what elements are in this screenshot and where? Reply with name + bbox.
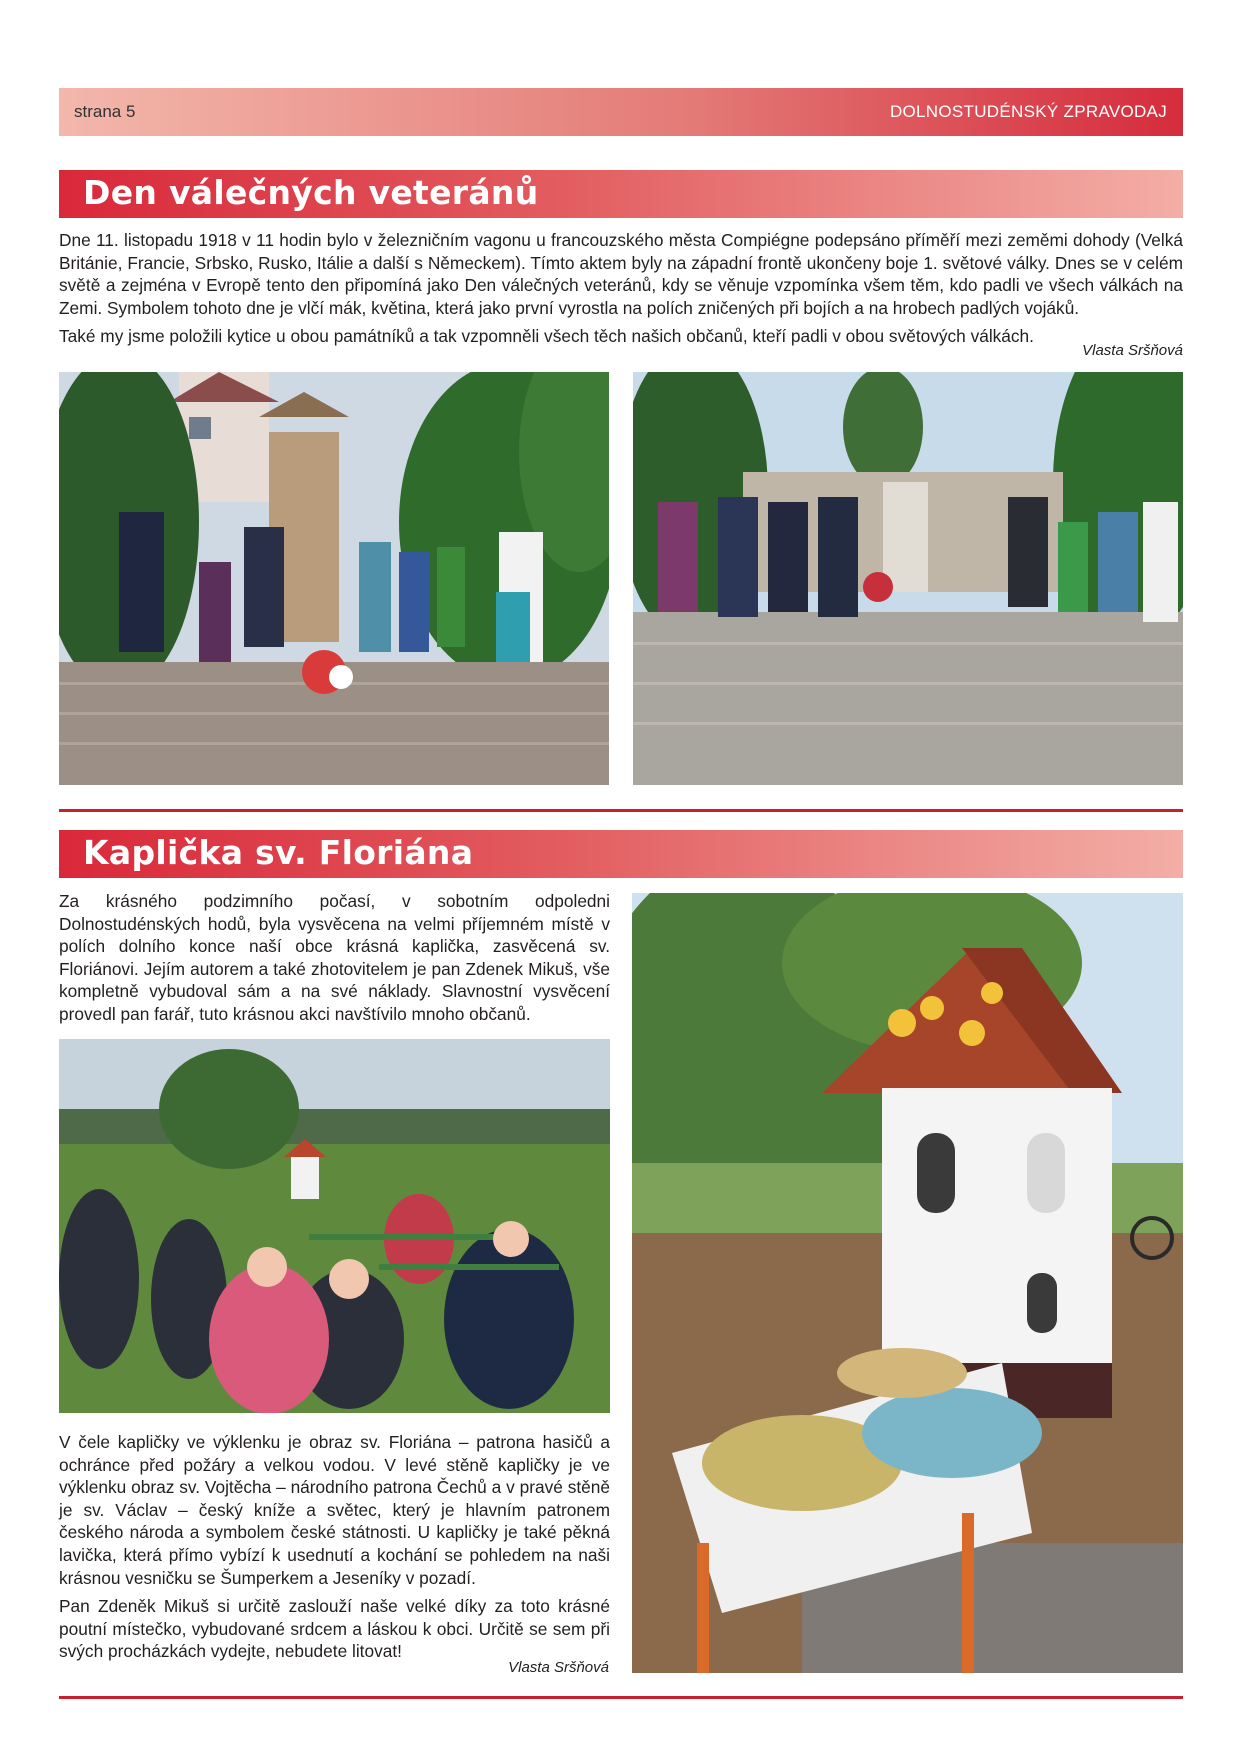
- section-divider-1: [59, 809, 1183, 812]
- article-chapel-author: Vlasta Sršňová: [508, 1659, 609, 1676]
- article-veterans-author: Vlasta Sršňová: [1082, 342, 1183, 359]
- photo-chapel-closeup: [632, 893, 1183, 1673]
- article-veterans-paragraph-1: Dne 11. listopadu 1918 v 11 hodin bylo v železničním vagonu u francouzského města Compiégne podepsáno příměří mezi zeměmi dohody (Velká Británie, Francie, Srbsko, Rusko, Itálie a další s Německem). Tímto aktem byly na západní frontě ukončeny boje 1. světové války. Dnes se v celém světě a zejména v Evropě tento den připomíná jako Den válečných veteránů, kdy se věnuje vzpomínka všem těm, kdo padli ve všech válkách na Zemi. Symbolem tohoto dne je vlčí mák, květina, která jako první vyrostla na polích zničených při bojích a na hrobech padlých vojáků.: [59, 230, 1183, 318]
- article-chapel-paragraph-2: V čele kapličky ve výklenku je obraz sv. Floriána – patrona hasičů a ochránce před požáry a velkou vodou. V levé stěně kapličky je ve výklenku obraz sv. Vojtěcha – národního patrona Čechů a v pravé stěně je sv. Václav – český kníže a světec, který je hlavním patronem českého národa a symbolem české státnosti. U kapličky je také pěkná lavička, která přímo vybízí k usednutí a kochání se pohledem na naši krásnou vesničku se Šumperkem a Jeseníky v pozadí.: [59, 1432, 610, 1588]
- article-veterans-title: Den válečných veteránů: [83, 173, 539, 212]
- article-chapel-paragraph-1: Za krásného podzimního počasí, v sobotním odpoledni Dolnostudénských hodů, byla vysvěcena na velmi příjemném místě v polích dolního konce naší obce krásná kaplička, zasvěcená sv. Floriánovi. Jejím autorem a také zhotovitelem je pan Zdenek Mikuš, vše kompletně vybudoval sám a na své náklady. Slavnostní vysvěcení provedl pan farář, tuto krásnou akci navštívilo mnoho občanů.: [59, 891, 610, 1024]
- section-divider-2: [59, 1696, 1183, 1699]
- article-veterans-heading: [59, 170, 1183, 218]
- photo-memorial-wall: [633, 372, 1183, 785]
- photo-consecration-crowd: [59, 1039, 610, 1413]
- article-veterans-paragraph-2: Také my jsme položili kytice u obou památníků a tak vzpomněli všech těch našich občanů, kteří padli v obou světových válkách.: [59, 326, 1034, 346]
- photo-memorial-group: [59, 372, 609, 785]
- article-chapel-title: Kaplička sv. Floriána: [83, 833, 474, 872]
- page-number: strana 5: [74, 102, 136, 121]
- page-header: [59, 88, 1183, 136]
- article-chapel-heading: [59, 830, 1183, 878]
- article-chapel-paragraph-3: Pan Zdeněk Mikuš si určitě zaslouží naše velké díky za toto krásné poutní místečko, vybudované srdcem a láskou k obci. Určitě se sem při svých procházkách vydejte, nebudete litovat!: [59, 1596, 610, 1662]
- publication-title: DOLNOSTUDÉNSKÝ ZPRAVODAJ: [889, 102, 1167, 121]
